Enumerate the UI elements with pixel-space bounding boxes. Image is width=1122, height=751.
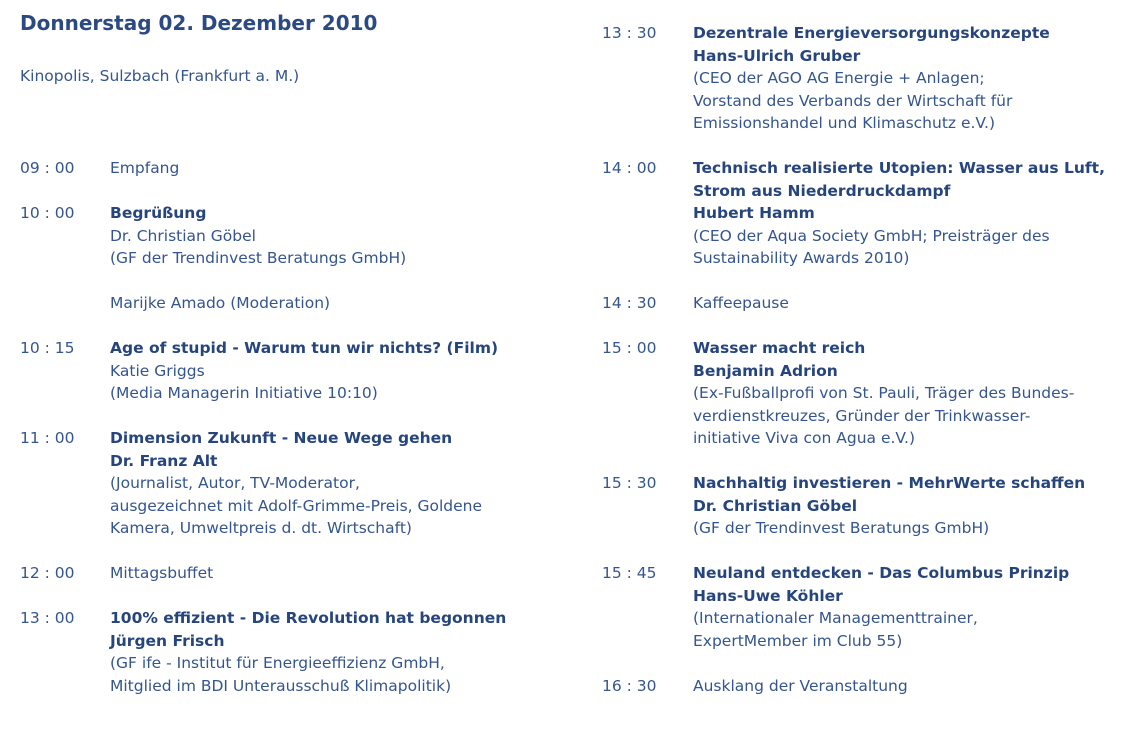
- entry-text: initiative Viva con Agua e.V.): [693, 429, 915, 447]
- entry-text: Kaffeepause: [693, 294, 789, 312]
- entry-text: Dr. Christian Göbel: [110, 226, 256, 245]
- entry-text: (Ex-Fußballprofi von St. Pauli, Träger des Bundes-: [693, 384, 1075, 402]
- entry-time: 14 : 30: [602, 294, 657, 312]
- entry-heading: 100% effizient - Die Revolution hat begonnen: [110, 609, 507, 627]
- entry-heading: Dezentrale Energieversorgungskonzepte: [693, 24, 1050, 42]
- entry-time: 15 : 00: [602, 339, 657, 357]
- entry-text: Emissionshandel und Klimaschutz e.V.): [693, 114, 996, 132]
- entry-heading: Dr. Christian Göbel: [693, 496, 858, 515]
- entry-heading: Strom aus Niederdruckdampf: [693, 181, 951, 200]
- page-title: Donnerstag 02. Dezember 2010: [20, 11, 378, 35]
- entry-details: [693, 292, 789, 315]
- entry-details: [110, 562, 213, 585]
- entry-details: [693, 675, 908, 698]
- entry-heading: Jürgen Frisch: [110, 631, 225, 650]
- entry-text: Kamera, Umweltpreis d. dt. Wirtschaft): [110, 519, 412, 537]
- entry-text: ExpertMember im Club 55): [693, 631, 903, 650]
- entry-text: ausgezeichnet mit Adolf-Grimme-Preis, Goldene: [110, 496, 483, 515]
- entry-text: (CEO der Aqua Society GmbH; Preisträger des: [693, 226, 1050, 245]
- entry-text: Empfang: [110, 159, 180, 177]
- entry-time: 16 : 30: [602, 677, 657, 695]
- entry-heading: Begrüßung: [110, 204, 207, 222]
- entry-time: 10 : 00: [20, 204, 75, 222]
- entry-time: 12 : 00: [20, 564, 75, 582]
- entry-text: (Media Managerin Initiative 10:10): [110, 384, 378, 402]
- entry-text: Sustainability Awards 2010): [693, 249, 910, 267]
- entry-heading: Hans-Ulrich Gruber: [693, 46, 861, 65]
- entry-text: Mitglied im BDI Unterausschuß Klimapolitik): [110, 676, 452, 695]
- entry-time: 13 : 30: [602, 24, 657, 42]
- entry-text: Vorstand des Verbands der Wirtschaft für: [693, 91, 1013, 110]
- entry-heading: Neuland entdecken - Das Columbus Prinzip: [693, 564, 1070, 582]
- entry-time: 13 : 00: [20, 609, 75, 627]
- entry-time: 11 : 00: [20, 429, 75, 447]
- entry-text: Ausklang der Veranstaltung: [693, 677, 908, 695]
- entry-details: [110, 427, 482, 540]
- entry-text: (GF der Trendinvest Beratungs GmbH): [110, 249, 407, 267]
- entry-heading: Dimension Zukunft - Neue Wege gehen: [110, 429, 453, 447]
- event-venue: Kinopolis, Sulzbach (Frankfurt a. M.): [20, 67, 300, 85]
- entry-details: [693, 157, 1105, 270]
- entry-text: Katie Griggs: [110, 361, 205, 380]
- entry-time: 15 : 30: [602, 474, 657, 492]
- entry-heading: Wasser macht reich: [693, 339, 866, 357]
- entry-details: [110, 202, 406, 270]
- entry-details: [110, 607, 506, 697]
- entry-heading: Benjamin Adrion: [693, 361, 838, 380]
- entry-details: [693, 472, 1085, 540]
- entry-heading: Dr. Franz Alt: [110, 451, 218, 470]
- entry-details: [110, 337, 498, 405]
- entry-text: Mittagsbuffet: [110, 564, 214, 582]
- entry-text: (CEO der AGO AG Energie + Anlagen;: [693, 69, 985, 87]
- entry-details: [693, 22, 1050, 135]
- entry-text: (GF ife - Institut für Energieeffizienz GmbH,: [110, 654, 445, 672]
- entry-details: [693, 337, 1074, 450]
- entry-heading: Hubert Hamm: [693, 204, 815, 222]
- entry-time: 09 : 00: [20, 159, 75, 177]
- entry-text: (GF der Trendinvest Beratungs GmbH): [693, 519, 990, 537]
- entry-text: (Internationaler Managementtrainer,: [693, 609, 978, 627]
- entry-heading: Technisch realisierte Utopien: Wasser aus Luft,: [693, 159, 1105, 177]
- entry-time: 14 : 00: [602, 159, 657, 177]
- entry-text: Marijke Amado (Moderation): [110, 294, 331, 312]
- entry-text: (Journalist, Autor, TV-Moderator,: [110, 474, 360, 492]
- entry-heading: Hans-Uwe Köhler: [693, 586, 843, 605]
- entry-time: 15 : 45: [602, 564, 657, 582]
- entry-time: 10 : 15: [20, 339, 75, 357]
- entry-details: [110, 292, 330, 315]
- entry-details: [693, 562, 1069, 652]
- entry-text: verdienstkreuzes, Gründer der Trinkwasser-: [693, 406, 1031, 425]
- entry-heading: Age of stupid - Warum tun wir nichts? (Film): [110, 339, 499, 357]
- entry-heading: Nachhaltig investieren - MehrWerte schaffen: [693, 474, 1086, 492]
- entry-details: [110, 157, 179, 180]
